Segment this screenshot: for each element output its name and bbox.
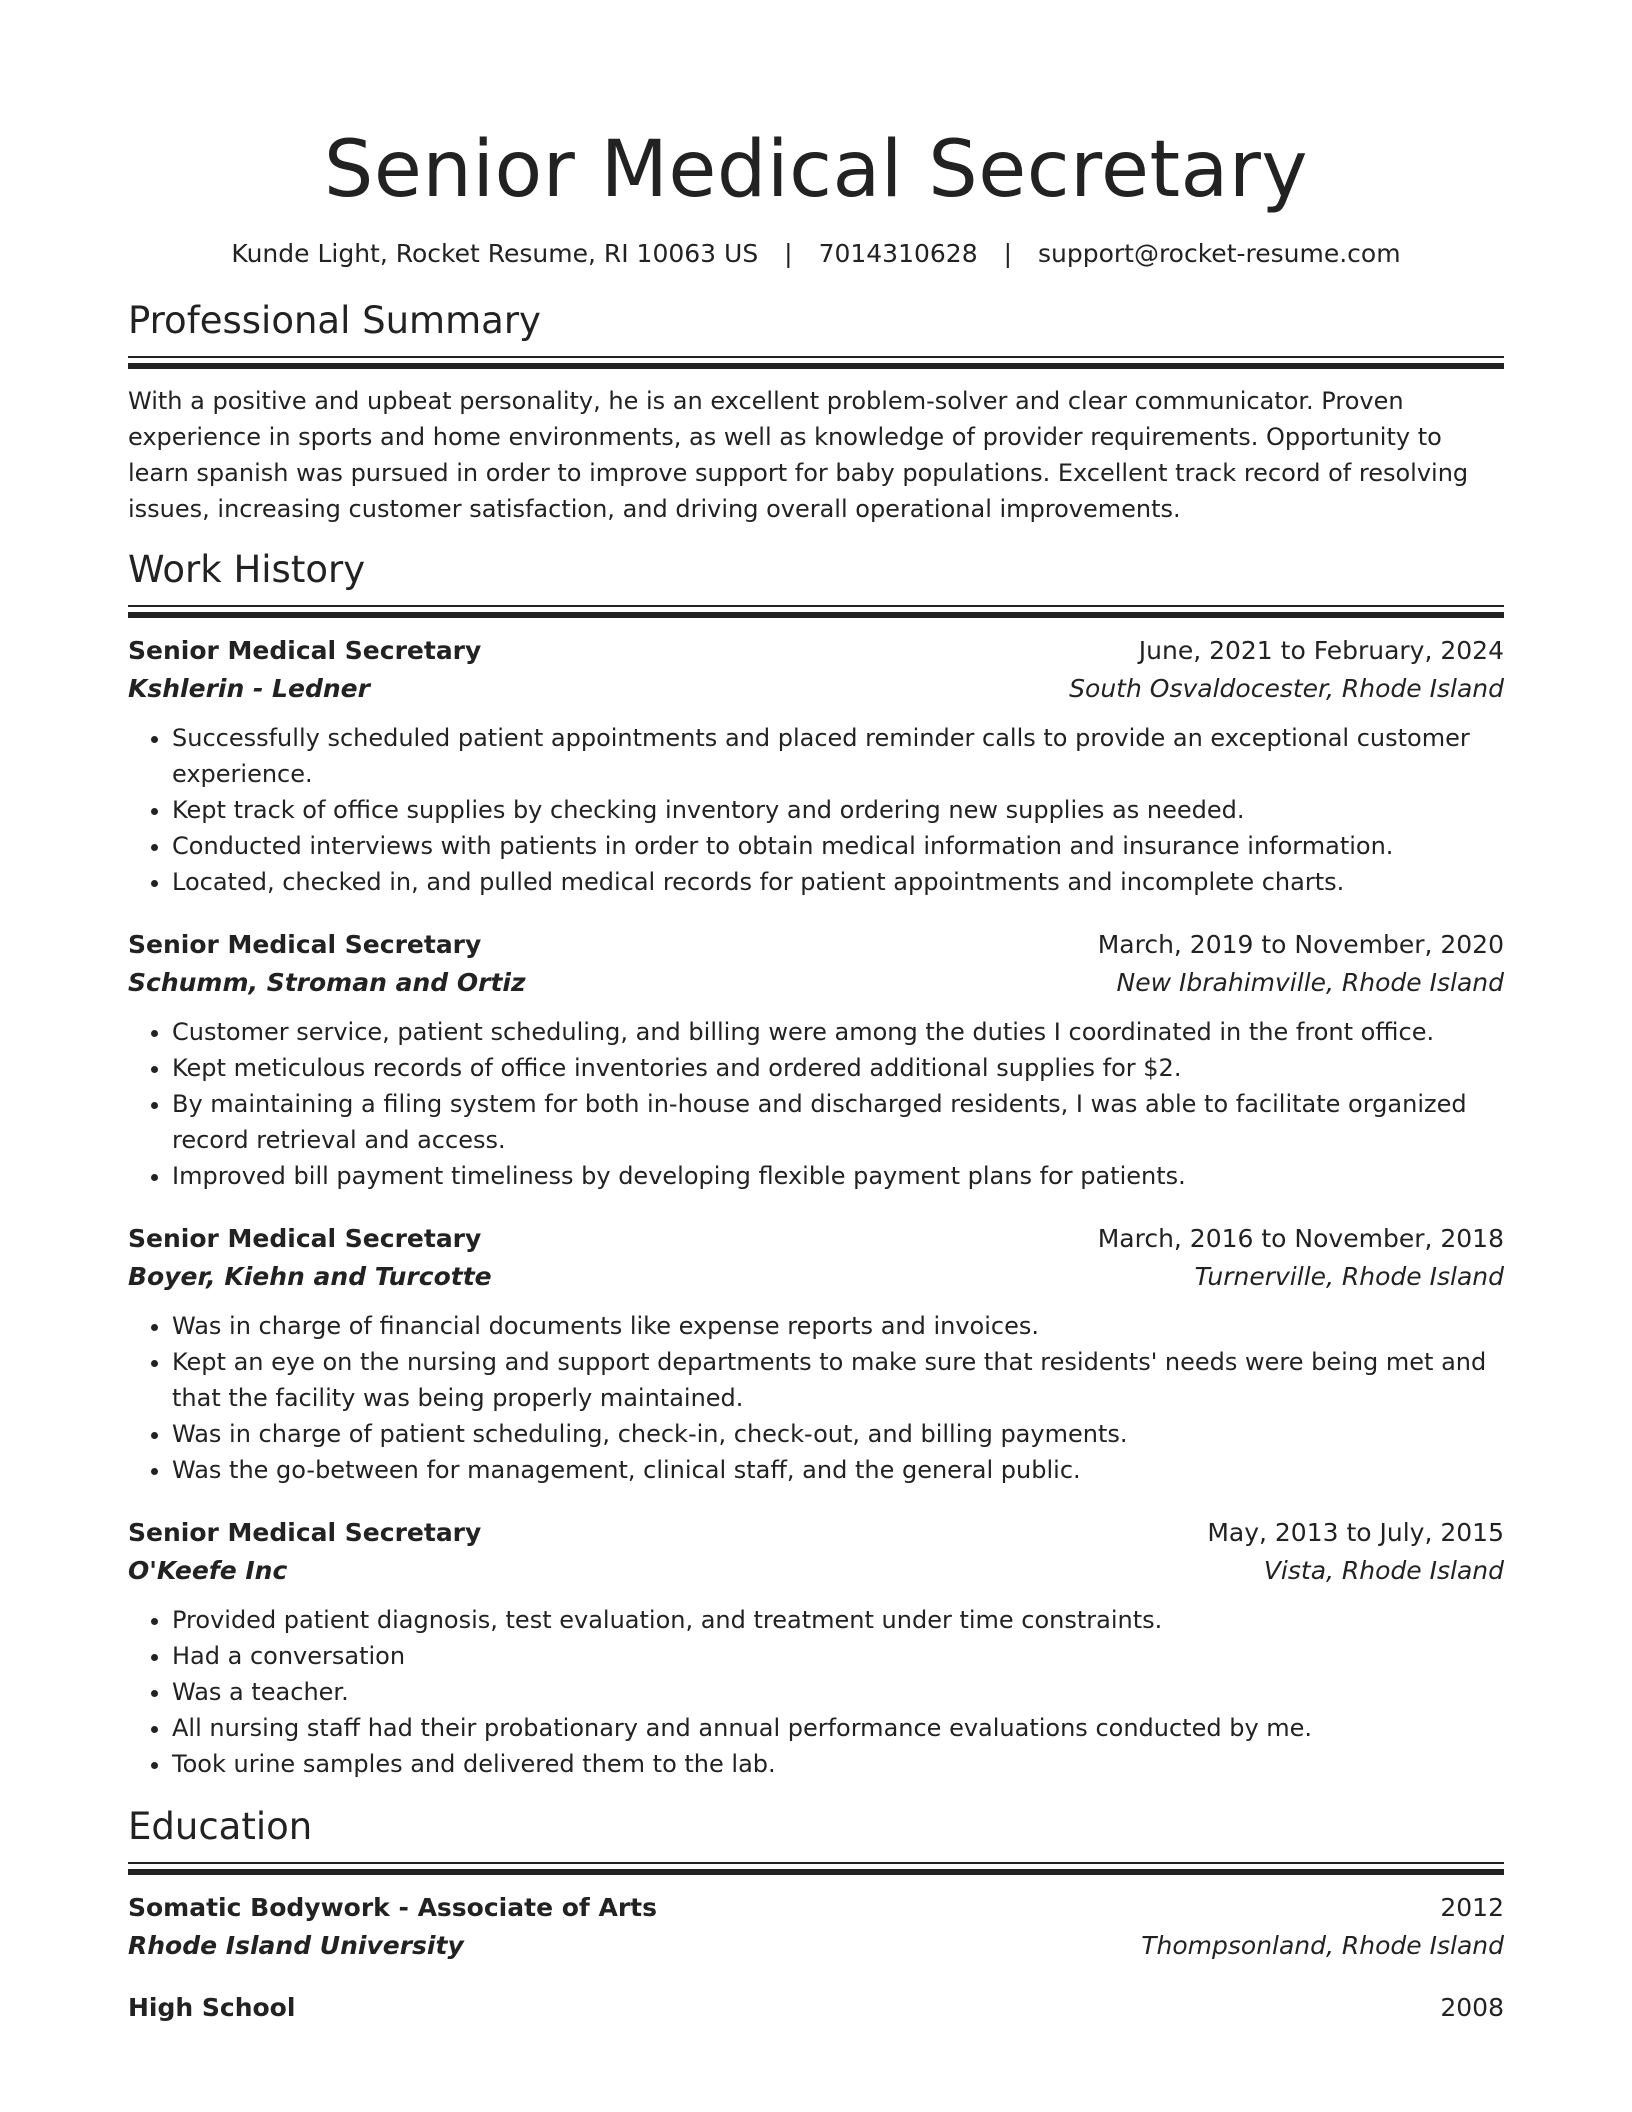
job-entry (128, 1514, 1504, 1782)
job-title: Senior Medical Secretary (128, 930, 482, 959)
work-history-section (128, 547, 1504, 1782)
job-dates: May, 2013 to July, 2015 (1207, 1518, 1504, 1547)
job-company: O'Keefe Inc (128, 1556, 288, 1585)
education-header-row (128, 1889, 1504, 1927)
job-company: Schumm, Stroman and Ortiz (128, 968, 526, 997)
job-company-row (128, 1258, 1504, 1296)
job-bullet: • Customer service, patient scheduling, and billing were among the duties I coordinated in the front office. (172, 1014, 1504, 1050)
job-bullet: • By maintaining a filing system for both in-house and discharged residents, I was able to facilitate organized record retrieval and access. (172, 1086, 1504, 1158)
education-school-row (128, 1927, 1504, 1965)
summary-section (128, 298, 1504, 527)
job-title: Senior Medical Secretary (128, 1224, 482, 1253)
contact-line (128, 238, 1504, 270)
education-entry (128, 1889, 1504, 1965)
education-section (128, 1804, 1504, 2027)
contact-phone: 7014310628 (818, 239, 978, 268)
education-degree: High School (128, 1993, 296, 2022)
job-dates: March, 2016 to November, 2018 (1097, 1224, 1504, 1253)
resume-name: Senior Medical Secretary (323, 125, 1309, 215)
job-company-row (128, 670, 1504, 708)
contact-email: support@rocket-resume.com (1037, 239, 1401, 268)
job-header-row (128, 926, 1504, 964)
education-header-row (128, 1989, 1504, 2027)
job-company: Kshlerin - Ledner (128, 674, 370, 703)
section-divider (128, 1862, 1504, 1875)
job-entry (128, 1220, 1504, 1488)
job-header-row (128, 1514, 1504, 1552)
job-header-row (128, 632, 1504, 670)
section-heading-work: Work History (128, 548, 366, 591)
education-school: Rhode Island University (128, 1931, 464, 1960)
contact-separator: | (784, 239, 793, 268)
summary-text: With a positive and upbeat personality, he is an excellent problem-solver and clear communicator. Proven experience in sports and home environments, as well as knowledge of provider requirements. Opportunity to learn spanish was pursued in order to improve support for baby populations. Excellent track record of resolving issues, increasing customer satisfaction, and driving overall operational improvements. (128, 387, 1469, 523)
section-divider (128, 605, 1504, 618)
job-location: Turnerville, Rhode Island (1194, 1262, 1504, 1291)
job-bullet: • Was in charge of financial documents like expense reports and invoices. (172, 1308, 1504, 1344)
job-bullet: • Conducted interviews with patients in order to obtain medical information and insurance information. (172, 828, 1504, 864)
job-bullet: • Kept meticulous records of office inventories and ordered additional supplies for $2. (172, 1050, 1504, 1086)
job-header-row (128, 1220, 1504, 1258)
job-entry (128, 632, 1504, 900)
job-dates: March, 2019 to November, 2020 (1097, 930, 1504, 959)
job-bullet: • Had a conversation (172, 1638, 1504, 1674)
job-bullet: • Was a teacher. (172, 1674, 1504, 1710)
job-bullet: • Took urine samples and delivered them to the lab. (172, 1746, 1504, 1782)
job-bullet: • Was the go-between for management, clinical staff, and the general public. (172, 1452, 1504, 1488)
job-bullet: • All nursing staff had their probationary and annual performance evaluations conducted by me. (172, 1710, 1504, 1746)
job-bullet: • Improved bill payment timeliness by developing flexible payment plans for patients. (172, 1158, 1504, 1194)
education-entry (128, 1989, 1504, 2027)
job-title: Senior Medical Secretary (128, 636, 482, 665)
education-location: Thompsonland, Rhode Island (1141, 1931, 1504, 1960)
job-dates: June, 2021 to February, 2024 (1138, 636, 1504, 665)
job-bullets (128, 1602, 1504, 1782)
contact-address: Kunde Light, Rocket Resume, RI 10063 US (231, 239, 759, 268)
job-company-row (128, 1552, 1504, 1590)
job-entry (128, 926, 1504, 1194)
education-year: 2012 (1440, 1893, 1504, 1922)
job-bullet: • Kept track of office supplies by checking inventory and ordering new supplies as needed. (172, 792, 1504, 828)
job-bullets (128, 1014, 1504, 1194)
education-degree: Somatic Bodywork - Associate of Arts (128, 1893, 657, 1922)
section-heading-education: Education (128, 1805, 313, 1848)
section-heading-summary: Professional Summary (128, 299, 541, 342)
job-location: Vista, Rhode Island (1263, 1556, 1504, 1585)
job-title: Senior Medical Secretary (128, 1518, 482, 1547)
job-bullet: • Successfully scheduled patient appointments and placed reminder calls to provide an exceptional customer experience. (172, 720, 1504, 792)
section-divider (128, 356, 1504, 369)
job-bullets (128, 1308, 1504, 1488)
job-bullets (128, 720, 1504, 900)
job-bullet: • Was in charge of patient scheduling, check-in, check-out, and billing payments. (172, 1416, 1504, 1452)
contact-separator: | (1003, 239, 1013, 268)
job-bullet: • Kept an eye on the nursing and support departments to make sure that residents' needs were being met and that the facility was being properly maintained. (172, 1344, 1504, 1416)
education-year: 2008 (1440, 1993, 1504, 2022)
job-location: New Ibrahimville, Rhode Island (1116, 968, 1504, 997)
job-location: South Osvaldocester, Rhode Island (1069, 674, 1504, 703)
job-company: Boyer, Kiehn and Turcotte (128, 1262, 492, 1291)
job-bullet: • Located, checked in, and pulled medical records for patient appointments and incomplete charts. (172, 864, 1504, 900)
job-company-row (128, 964, 1504, 1002)
job-bullet: • Provided patient diagnosis, test evaluation, and treatment under time constraints. (172, 1602, 1504, 1638)
